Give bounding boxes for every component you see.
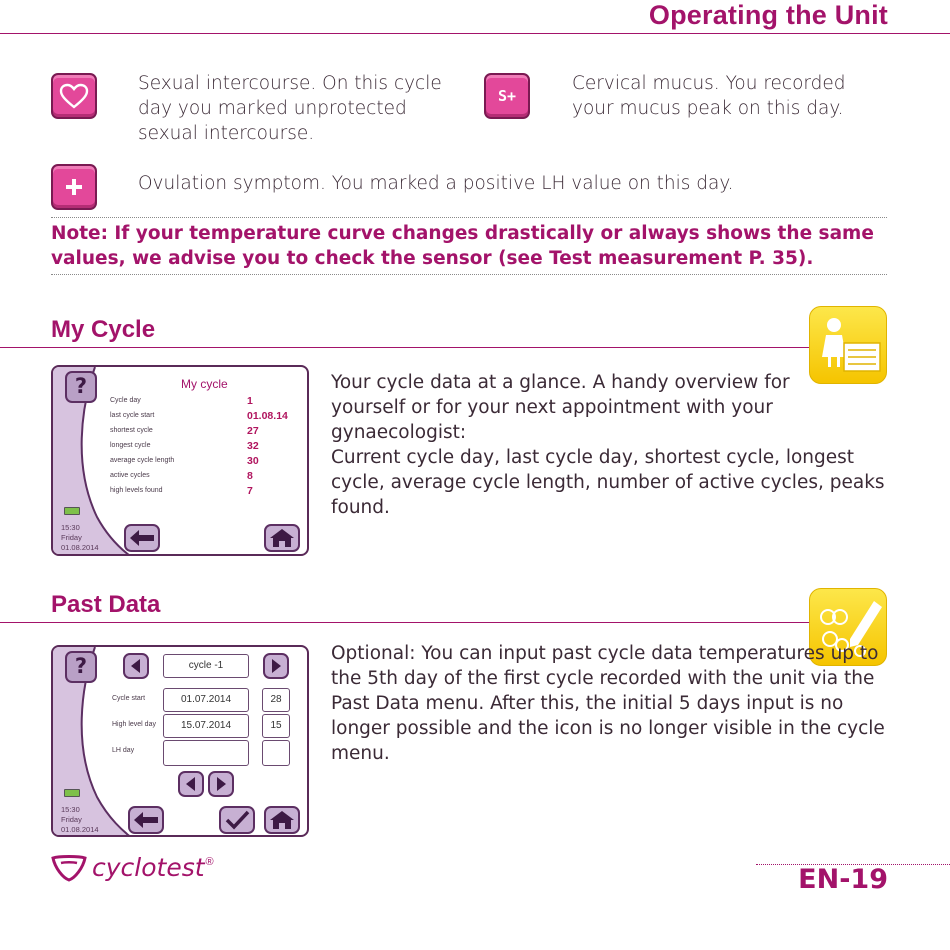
past-data-device-screen bbox=[51, 645, 309, 837]
logo-mark-icon bbox=[51, 854, 87, 882]
back-arrow-button[interactable] bbox=[128, 806, 164, 834]
checkmark-icon bbox=[221, 808, 253, 832]
cycle-start-label: Cycle start bbox=[112, 695, 146, 702]
screen-time: 15:30 bbox=[61, 523, 80, 532]
screen-weekday: Friday bbox=[61, 533, 82, 542]
plus-icon bbox=[51, 164, 97, 210]
arrow-left-icon bbox=[126, 526, 158, 550]
lh-date-field[interactable] bbox=[163, 740, 249, 766]
logo-wordmark: cyclotest bbox=[92, 853, 205, 882]
screen-heading: My cycle bbox=[181, 377, 228, 391]
high-level-day-label: High level day bbox=[112, 721, 156, 728]
row-label-cycle-day: Cycle day bbox=[110, 397, 141, 404]
cycle-start-date-field[interactable]: 01.07.2014 bbox=[163, 688, 249, 712]
screen-date: 01.08.2014 bbox=[61, 543, 99, 552]
scroll-left-button[interactable] bbox=[178, 771, 204, 797]
lh-day-field[interactable] bbox=[262, 740, 290, 766]
my-cycle-description-1: Your cycle data at a glance. A handy overview for yourself or for your next appointment with your gynaecologist: bbox=[331, 372, 790, 443]
help-button[interactable]: ? bbox=[65, 371, 97, 403]
row-label-longest-cycle: longest cycle bbox=[110, 442, 151, 449]
s-plus-icon: S+ bbox=[484, 73, 530, 119]
row-value-high-levels-found: 7 bbox=[247, 485, 253, 497]
cyclotest-logo bbox=[51, 853, 214, 882]
battery-icon bbox=[64, 789, 80, 797]
help-button[interactable]: ? bbox=[65, 651, 97, 683]
past-data-rule bbox=[0, 622, 810, 623]
high-level-day-field[interactable]: 15 bbox=[262, 714, 290, 738]
my-cycle-rule bbox=[0, 347, 810, 348]
screen-date: 01.08.2014 bbox=[61, 825, 99, 834]
row-label-shortest-cycle: shortest cycle bbox=[110, 427, 153, 434]
past-data-description: Optional: You can input past cycle data temperatures up to the 5th day of the first cycle recorded with the unit via the Past Data menu. After this, the initial 5 days input is no longer possible and the icon is no longer visible in the cycle menu. bbox=[331, 643, 885, 764]
triangle-right-icon bbox=[265, 655, 287, 677]
registered-mark: ® bbox=[205, 855, 214, 868]
past-data-title: Past Data bbox=[51, 591, 161, 618]
high-level-date-field[interactable]: 15.07.2014 bbox=[163, 714, 249, 738]
symbol-description-mucus: Cervical mucus. You recorded your mucus peak on this day. bbox=[572, 73, 846, 119]
screen-weekday: Friday bbox=[61, 815, 82, 824]
note-top-divider bbox=[51, 217, 887, 218]
heart-icon bbox=[51, 73, 97, 119]
row-value-average-cycle-length: 30 bbox=[247, 455, 259, 467]
cycle-selector[interactable]: cycle -1 bbox=[163, 654, 249, 678]
row-value-longest-cycle: 32 bbox=[247, 440, 259, 452]
triangle-left-icon bbox=[180, 773, 202, 795]
note-text: Note: If your temperature curve changes drastically or always shows the same values, we advise you to check the sensor (see Test measurement P. 35). bbox=[51, 223, 874, 269]
home-button[interactable] bbox=[264, 524, 300, 552]
arrow-left-icon bbox=[130, 808, 162, 832]
lh-day-label: LH day bbox=[112, 747, 135, 754]
triangle-left-icon bbox=[125, 655, 147, 677]
my-cycle-device-screen bbox=[51, 365, 309, 556]
previous-cycle-button[interactable] bbox=[123, 653, 149, 679]
my-cycle-title: My Cycle bbox=[51, 316, 156, 343]
my-cycle-app-icon bbox=[809, 306, 887, 384]
scroll-right-button[interactable] bbox=[208, 771, 234, 797]
triangle-right-icon bbox=[210, 773, 232, 795]
note-bottom-divider bbox=[51, 274, 887, 275]
next-cycle-button[interactable] bbox=[263, 653, 289, 679]
row-value-shortest-cycle: 27 bbox=[247, 425, 259, 437]
symbol-description-ovulation: Ovulation symptom. You marked a positive LH value on this day. bbox=[138, 173, 734, 194]
row-label-high-levels-found: high levels found bbox=[110, 487, 163, 494]
home-button[interactable] bbox=[264, 806, 300, 834]
row-label-active-cycles: active cycles bbox=[110, 472, 150, 479]
cycle-start-day-field[interactable]: 28 bbox=[262, 688, 290, 712]
page-number: EN-19 bbox=[798, 864, 888, 895]
row-value-cycle-day: 1 bbox=[247, 395, 253, 407]
back-arrow-button[interactable] bbox=[124, 524, 160, 552]
screen-time: 15:30 bbox=[61, 805, 80, 814]
home-icon bbox=[266, 808, 298, 832]
row-value-active-cycles: 8 bbox=[247, 470, 253, 482]
row-label-average-cycle-length: average cycle length bbox=[110, 457, 175, 464]
page-header-title: Operating the Unit bbox=[648, 0, 888, 30]
row-label-last-cycle-start: last cycle start bbox=[110, 412, 155, 419]
my-cycle-description-2: Current cycle day, last cycle day, shortest cycle, longest cycle, average cycle length, number of active cycles, peaks found. bbox=[331, 447, 885, 518]
battery-icon bbox=[64, 507, 80, 515]
row-value-last-cycle-start: 01.08.14 bbox=[247, 410, 288, 422]
confirm-button[interactable] bbox=[219, 806, 255, 834]
home-icon bbox=[266, 526, 298, 550]
symbol-description-intercourse: Sexual intercourse. On this cycle day you marked unprotected sexual intercourse. bbox=[138, 73, 442, 144]
header-rule bbox=[0, 33, 950, 34]
